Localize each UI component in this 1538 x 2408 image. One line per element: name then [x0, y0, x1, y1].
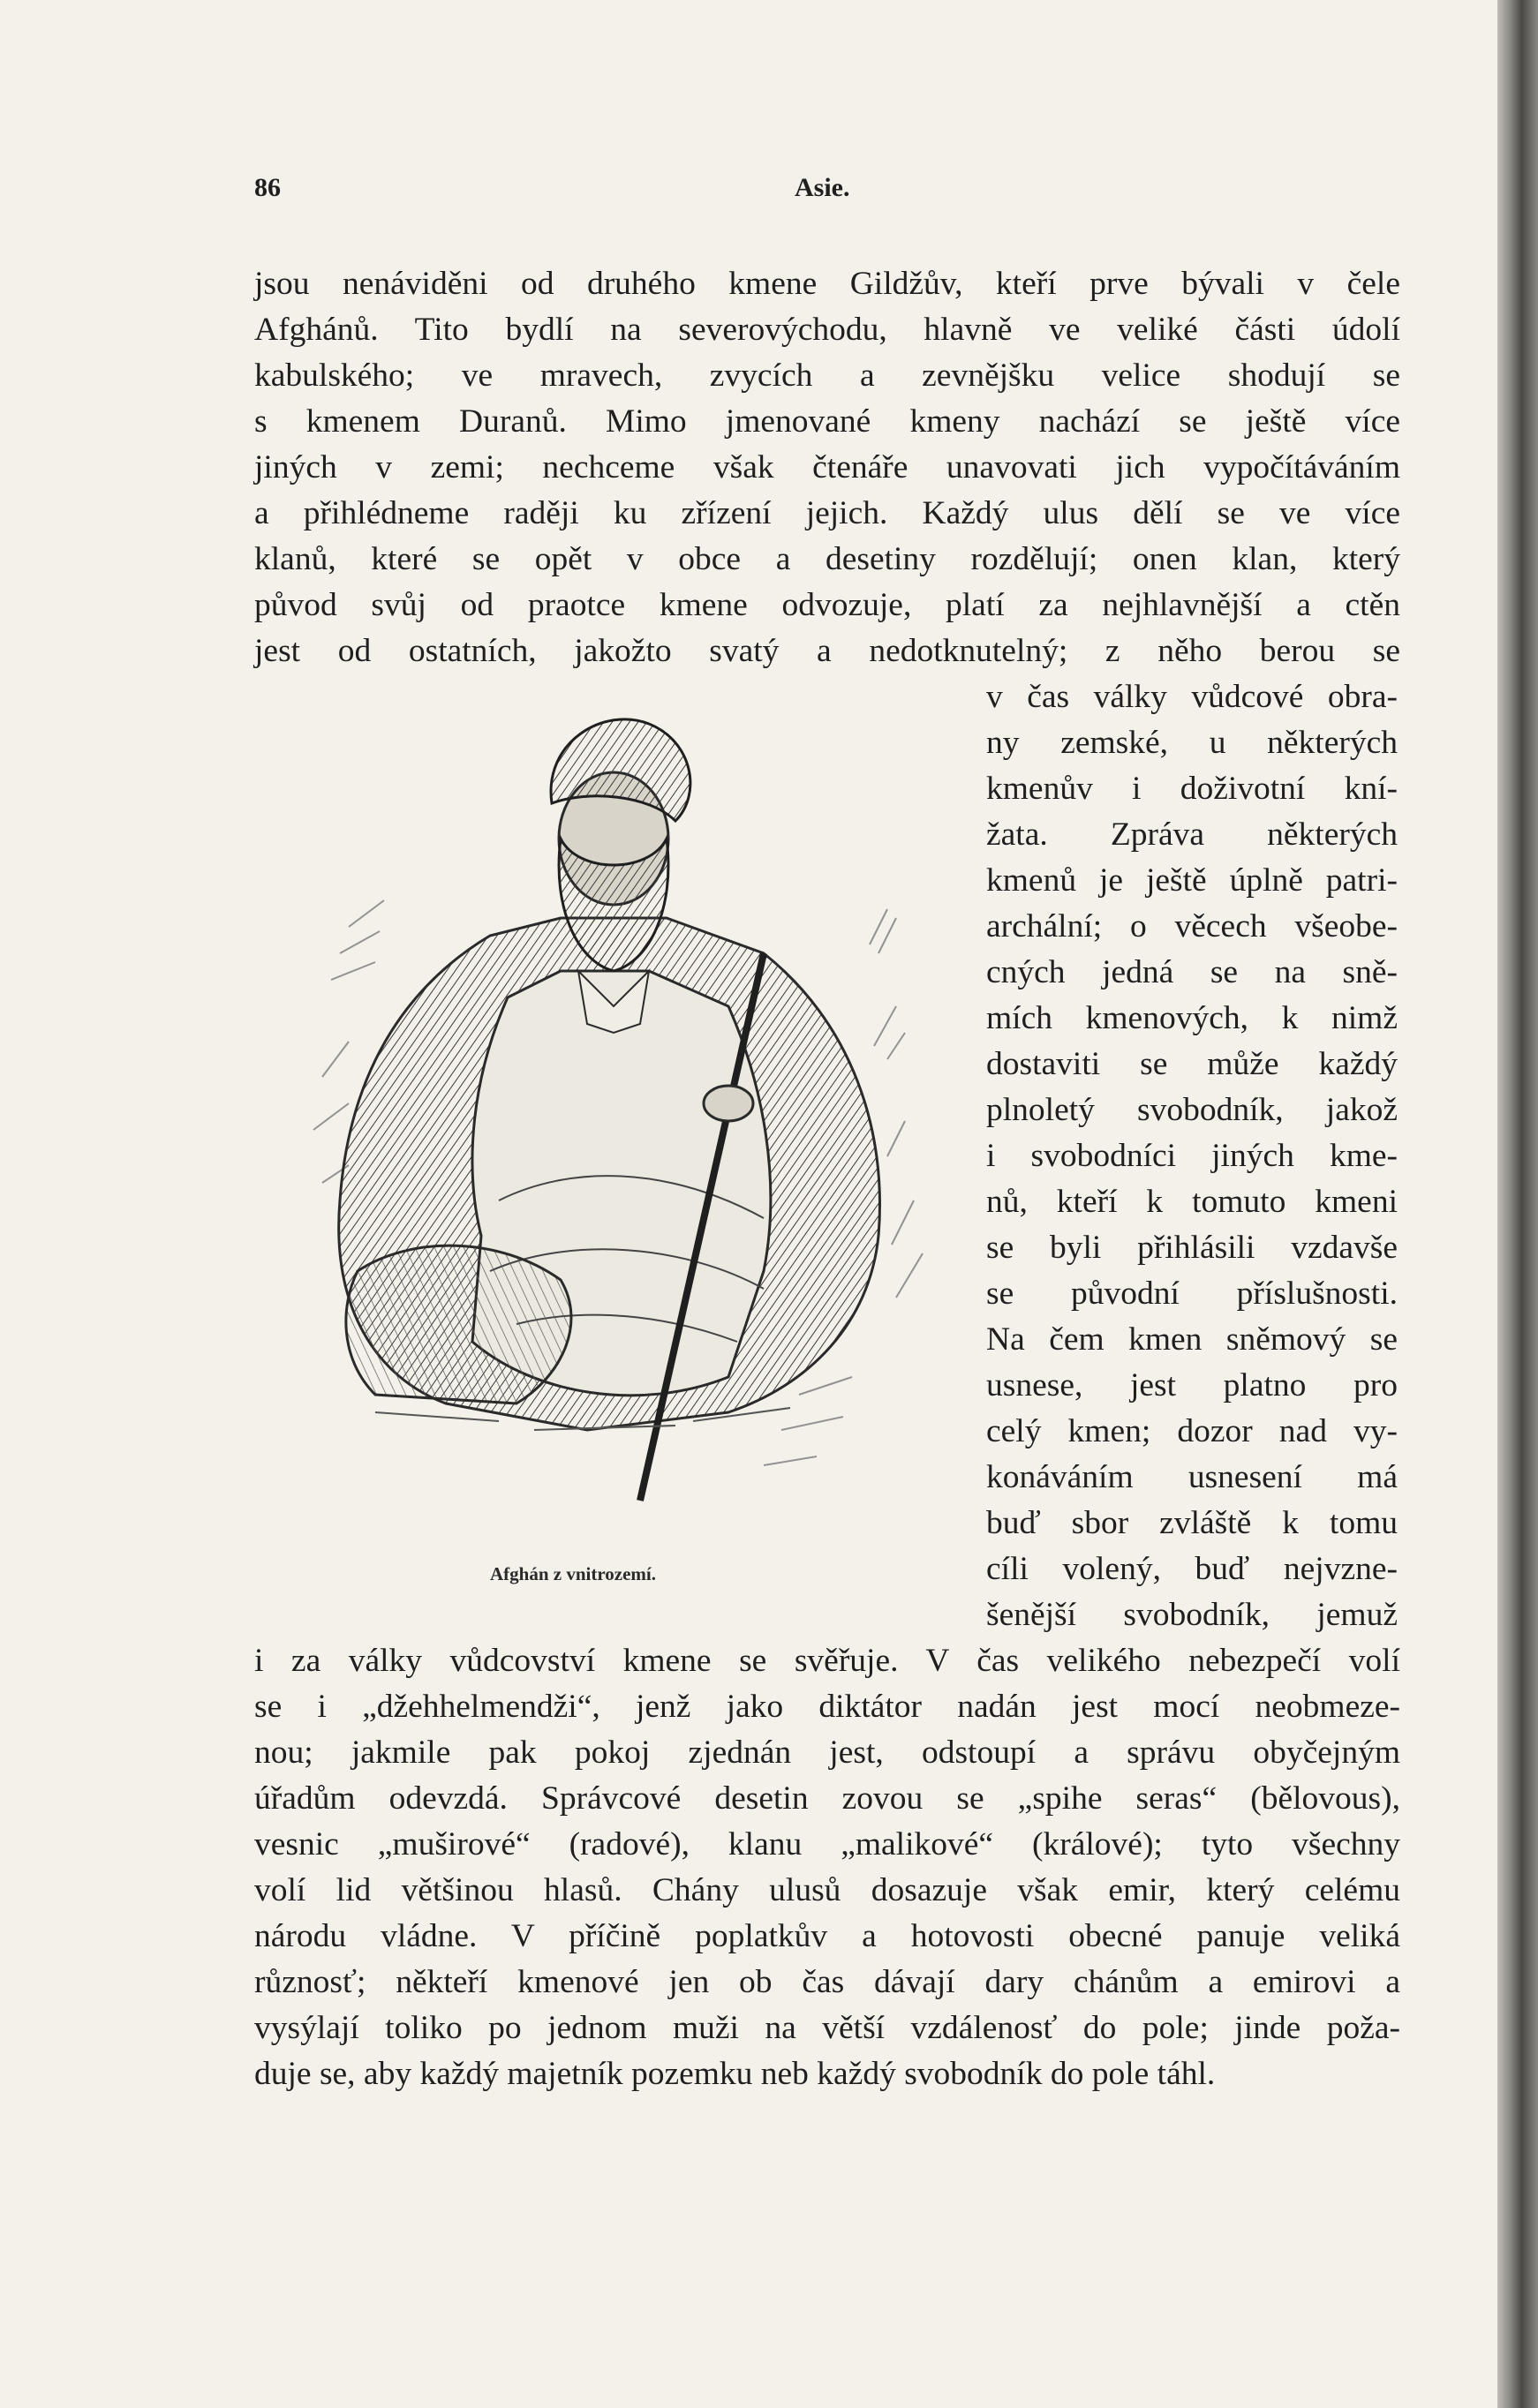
text-line: usnese, jest platno pro — [986, 1367, 1398, 1403]
text-line: Na čem kmen sněmový se — [986, 1321, 1398, 1358]
figure-caption: Afghán z vnitrozemí. — [490, 1563, 657, 1584]
running-head — [254, 173, 1402, 208]
text-line: v čas války vůdcové obra- — [986, 679, 1398, 715]
text-line: i za války vůdcovství kmene se svěřuje. V čas velikého nebezpečí volí — [254, 1643, 1400, 1679]
text-line: cných jedná se na sně- — [986, 954, 1398, 990]
text-line: se byli přihlásili vzdavše — [986, 1230, 1398, 1266]
text-line: konáváním usnesení má — [986, 1459, 1398, 1495]
text-line: volí lid většinou hlasů. Chány ulusů dosazuje však emir, který celému — [254, 1872, 1400, 1908]
page-binding-edge — [1497, 0, 1538, 2408]
bottom-paragraph — [254, 1638, 1400, 2097]
text-line: kmenův i doživotní kní- — [986, 771, 1398, 807]
text-line: archální; o věcech všeobe- — [986, 908, 1398, 944]
text-line: úřadům odevzdá. Správcové desetin zovou se „spihe seras“ (bělovous), — [254, 1780, 1400, 1817]
text-line: šenější svobodník, jemuž — [986, 1597, 1398, 1633]
afghan-illustration — [269, 706, 967, 1571]
text-line: různosť; někteří kmenové jen ob čas dávají dary chánům a emirovi a — [254, 1964, 1400, 2000]
text-line: cíli volený, buď nejvzne- — [986, 1551, 1398, 1587]
text-line: buď sbor zvláště k tomu — [986, 1505, 1398, 1541]
text-line: kabulského; ve mravech, zvycích a zevnějšku velice shodují se — [254, 357, 1400, 394]
text-line: plnoletý svobodník, jakož — [986, 1092, 1398, 1128]
text-line: jsou nenáviděni od druhého kmene Gildžův, kteří prve bývali v čele — [254, 266, 1400, 302]
text-line: nů, kteří k tomuto kmeni — [986, 1184, 1398, 1220]
top-paragraph — [254, 261, 1400, 674]
text-line: celý kmen; dozor nad vy- — [986, 1413, 1398, 1449]
text-line: jiných v zemi; nechceme však čtenáře unavovati jich vypočítáváním — [254, 449, 1400, 485]
knee-shape — [346, 1245, 571, 1403]
page-number: 86 — [254, 173, 281, 202]
narrow-column-text — [986, 674, 1398, 1638]
running-head-title: Asie. — [795, 173, 850, 202]
text-line: s kmenem Duranů. Mimo jmenované kmeny nachází se ještě více — [254, 403, 1400, 440]
text-line: jest od ostatních, jakožto svatý a nedotknutelný; z něho berou se — [254, 633, 1400, 669]
text-line: vysýlají toliko po jednom muži na větší vzdálenosť do pole; jinde poža- — [254, 2010, 1400, 2046]
text-line: a přihlédneme raději ku zřízení jejich. Každý ulus dělí se ve více — [254, 495, 1400, 531]
text-line: se i „džehhelmendži“, jenž jako diktátor nadán jest mocí neobmeze- — [254, 1689, 1400, 1725]
text-line: se původní příslušnosti. — [986, 1275, 1398, 1312]
text-line: klanů, které se opět v obce a desetiny rozdělují; onen klan, který — [254, 541, 1400, 577]
text-line: duje se, aby každý majetník pozemku neb každý svobodník do pole táhl. — [254, 2056, 1216, 2092]
text-line: žata. Zpráva některých — [986, 816, 1398, 853]
text-line: vesnic „muširové“ (radové), klanu „malikové“ (králové); tyto všechny — [254, 1826, 1400, 1862]
text-line: dostaviti se může každý — [986, 1046, 1398, 1082]
text-line: nou; jakmile pak pokoj zjednán jest, odstoupí a správu obyčejným — [254, 1735, 1400, 1771]
text-line: i svobodníci jiných kme- — [986, 1138, 1398, 1174]
text-line: národu vládne. V příčině poplatkův a hotovosti obecné panuje veliká — [254, 1918, 1400, 1954]
text-line: kmenů je ještě úplně patri- — [986, 862, 1398, 899]
text-line: Afghánů. Tito bydlí na severovýchodu, hlavně ve veliké části údolí — [254, 312, 1400, 348]
text-line: původ svůj od praotce kmene odvozuje, platí za nejhlavnější a ctěn — [254, 587, 1400, 623]
text-line: mích kmenových, k nimž — [986, 1000, 1398, 1036]
text-line: ny zemské, u některých — [986, 725, 1398, 761]
